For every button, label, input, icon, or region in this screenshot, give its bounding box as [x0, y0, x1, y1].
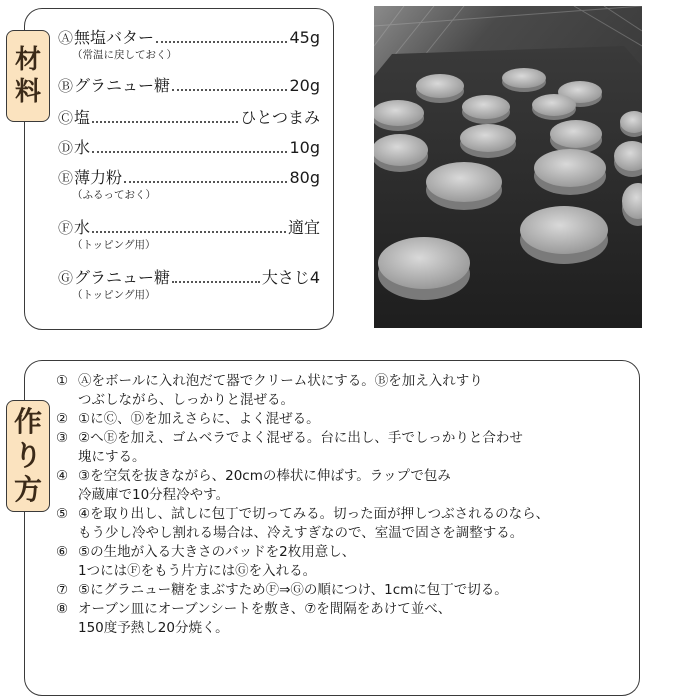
ingredient-item	[58, 218, 320, 252]
steps-list	[56, 372, 626, 638]
ingredient-name: 薄力粉	[74, 168, 123, 187]
ingredient-mark: Ⓓ	[58, 139, 74, 157]
ingredient-item	[58, 138, 320, 158]
leader-dots	[124, 181, 287, 183]
ingredient-name: 無塩バター	[74, 28, 155, 47]
step-text: ⑤の生地が入る大きさのバッドを2枚用意し、 1つにはⒻをもう片方にはⒼを入れる。	[78, 544, 356, 579]
ingredient-note: （トッピング用）	[72, 239, 156, 251]
leader-dots	[156, 41, 287, 43]
step-item	[56, 429, 626, 467]
ingredients-heading-tab	[6, 30, 50, 122]
step-number: ⑦	[56, 582, 69, 598]
leader-dots	[172, 89, 287, 91]
step-item	[56, 600, 626, 638]
leader-dots	[172, 281, 260, 283]
ingredient-mark: Ⓒ	[58, 109, 74, 127]
ingredient-mark: Ⓐ	[58, 29, 74, 47]
ingredient-qty: 適宜	[287, 218, 320, 237]
ingredient-note: （常温に戻しておく）	[72, 49, 177, 61]
ingredient-note: （トッピング用）	[72, 289, 156, 301]
ingredient-qty: 80g	[289, 168, 320, 187]
ingredient-name: グラニュー糖	[74, 268, 171, 287]
step-item	[56, 372, 626, 410]
cookies-photo-illustration	[374, 6, 642, 328]
ingredient-item	[58, 28, 320, 62]
leader-dots	[92, 231, 286, 233]
steps-heading-tab	[6, 400, 50, 512]
step-text: オーブン皿にオーブンシートを敷き、⑦を間隔をあけて並べ、 150度予熱し20分焼く。	[78, 601, 452, 636]
step-item	[56, 505, 626, 543]
ingredient-item	[58, 76, 320, 96]
ingredients-heading-char: 材	[14, 45, 41, 75]
ingredient-mark: Ⓔ	[58, 169, 74, 187]
ingredient-qty: 大さじ4	[261, 268, 320, 287]
ingredient-qty: ひとつまみ	[240, 108, 320, 127]
step-text: ①にⒸ、Ⓓを加えさらに、よく混ぜる。	[78, 411, 320, 427]
leader-dots	[92, 151, 287, 153]
step-item	[56, 467, 626, 505]
step-number: ②	[56, 411, 69, 427]
step-number: ④	[56, 468, 69, 484]
step-item	[56, 543, 626, 581]
step-text: ③を空気を抜きながら、20cmの棒状に伸ばす。ラップで包み 冷蔵庫で10分程冷やす。	[78, 468, 451, 503]
ingredient-mark: Ⓕ	[58, 219, 74, 237]
ingredient-item	[58, 168, 320, 202]
step-number: ⑥	[56, 544, 69, 560]
ingredient-item	[58, 268, 320, 302]
ingredient-name: 塩	[74, 108, 91, 127]
ingredient-qty: 20g	[289, 76, 320, 95]
step-item	[56, 410, 626, 429]
step-number: ⑤	[56, 506, 69, 522]
ingredient-mark: Ⓑ	[58, 77, 74, 95]
step-item	[56, 581, 626, 600]
leader-dots	[92, 121, 238, 123]
ingredient-item	[58, 108, 320, 128]
ingredient-qty: 45g	[289, 28, 320, 47]
step-text: ②へⒺを加え、ゴムベラでよく混ぜる。台に出し、手でしっかりと合わせ 塊にする。	[78, 430, 523, 465]
ingredient-name: グラニュー糖	[74, 76, 171, 95]
ingredient-name: 水	[74, 218, 91, 237]
ingredients-heading-char: 料	[14, 77, 41, 107]
step-text: ⑤にグラニュー糖をまぶすためⒻ⇒Ⓖの順につけ、1cmに包丁で切る。	[78, 582, 508, 598]
step-text: Ⓐをボールに入れ泡だて器でクリーム状にする。Ⓑを加え入れすり つぶしながら、しっかりと混ぜる。	[78, 373, 483, 408]
ingredient-note: （ふるっておく）	[72, 189, 156, 201]
step-number: ①	[56, 373, 69, 389]
steps-heading-char: 作	[13, 405, 42, 438]
steps-heading-char: り	[13, 439, 42, 472]
ingredient-mark: Ⓖ	[58, 269, 74, 287]
step-text: ④を取り出し、試しに包丁で切ってみる。切った面が押しつぶされるのなら、 もう少し冷やし割れる場合は、冷えすぎなので、室温で固さを調整する。	[78, 506, 550, 541]
steps-heading-char: 方	[13, 473, 42, 506]
cookies-photo	[374, 6, 642, 328]
step-number: ⑧	[56, 601, 69, 617]
ingredient-name: 水	[74, 138, 91, 157]
step-number: ③	[56, 430, 69, 446]
ingredient-qty: 10g	[289, 138, 320, 157]
